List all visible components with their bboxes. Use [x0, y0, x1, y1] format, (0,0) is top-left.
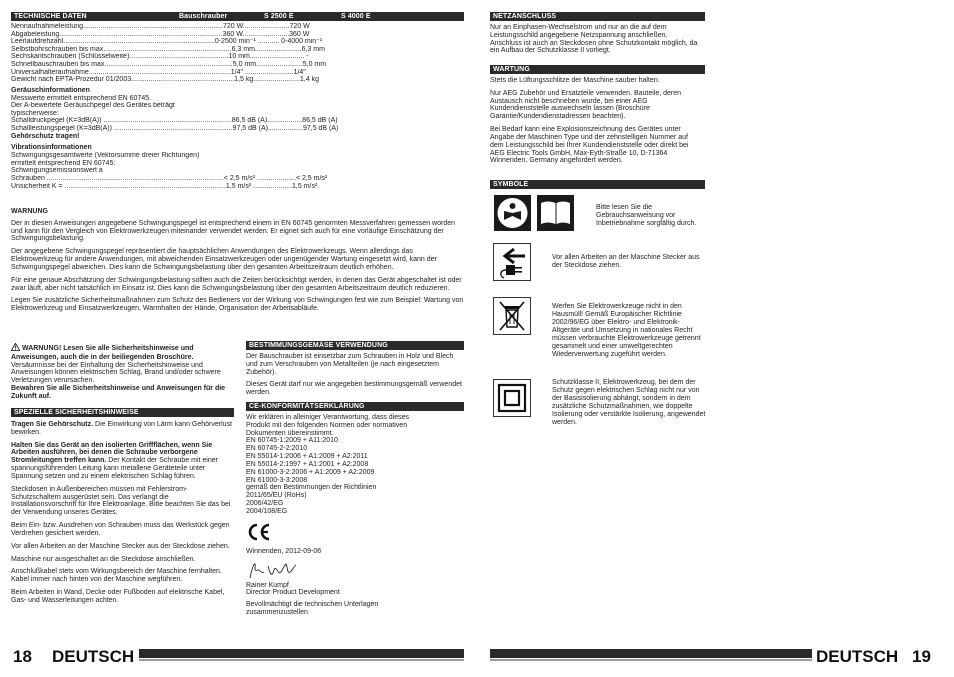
- safety-paragraph-bold: Tragen Sie Gehörschutz.: [11, 421, 94, 428]
- noise-rows: [11, 95, 383, 133]
- maintenance-header: WARTUNG: [490, 65, 705, 74]
- ce-line: EN 55014-1:2006 + A1:2009 + A2:2011: [246, 453, 368, 461]
- col-label-model: Bauschrauber: [179, 13, 228, 20]
- noise-row: Messwerte ermittelt entsprechend EN 60745.: [11, 94, 152, 102]
- safety-paragraph-text: Der Kontakt der Schraube mit einer spannungsführenden Leitung kann metallene Geräteteile unter Spannung setzen und zu einem elektrischen Schlag führen.: [11, 457, 218, 480]
- net-header: NETZANSCHLUSS: [490, 12, 705, 21]
- tech-data-row: Leerlaufdrehzahl..............................................................................0-2500 min⁻¹ ........... 0-4000 min⁻¹: [11, 38, 323, 46]
- tech-data-row: Sechskantschrauben (Schlüsselweite)...................................................10 mm............................ -: [11, 53, 309, 61]
- ce-section: [246, 402, 464, 617]
- warning-paragraphs: [11, 220, 464, 313]
- safety-paragraph-text: Maschine nur ausgeschaltet an die Steckdose anschließen.: [11, 555, 196, 563]
- warning-box-keep: Bewahren Sie alle Sicherheitshinweise und Anweisungen für die Zukunft auf.: [11, 385, 226, 400]
- tech-data-row: Selbstbohrschrauben bis max..................................................................6,3 mm........................6,3 mm: [11, 45, 325, 53]
- safety-paragraph-text: Vor allen Arbeiten an der Maschine Stecker aus der Steckdose ziehen.: [11, 542, 230, 550]
- safety-section: [11, 408, 234, 610]
- language-title-left: DEUTSCH: [52, 647, 135, 666]
- ce-line: Dokumenten übereinstimmt.: [246, 429, 334, 437]
- ce-line: 2006/42/EG: [246, 500, 284, 508]
- col-label-s2500: S 2500 E: [264, 13, 294, 20]
- language-title-right: DEUTSCH: [816, 647, 899, 666]
- noise-row: Schalldruckpegel (K=3dB(A)) ..................................................................86,5 dB (A)..................86,5 dB (A): [11, 117, 338, 125]
- vibration-row: ermittelt entsprechend EN 60745:: [11, 159, 116, 167]
- safety-paragraph-bold: Halten Sie das Gerät an den isolierten Griffflächen, wenn Sie Arbeiten ausführen, bei denen die Schraube verborgene Stromleitungen treffen kann.: [11, 441, 213, 465]
- safety-paragraph-text: Die Einwirkung von Lärm kann Gehörverlust bewirken.: [11, 421, 232, 436]
- tech-data-row: Gewicht nach EPTA-Prozedur 01/2003.....................................................1,5 kg........................1,4 kg: [11, 76, 319, 84]
- noise-heading: Geräuschinformationen: [11, 86, 90, 94]
- net-text: Nur an Einphasen-Wechselstrom und nur an die auf dem Leistungsschild angegebene Netzspannung anschließen. Anschluss ist auch an Steckdosen ohne Schutzkontakt möglich, da ein Aufbau der Schutzklasse II vorliegt.: [490, 24, 698, 55]
- safety-paragraph: [11, 568, 234, 584]
- maintenance-paragraph: Stets die Lüftungsschlitze der Maschine sauber halten.: [490, 77, 660, 84]
- ce-line: Produkt mit den folgenden Normen oder normativen: [246, 421, 408, 429]
- usage-paragraphs: [246, 353, 464, 397]
- maintenance-section: [490, 65, 705, 170]
- ce-line: gemäß den Bestimmungen der Richtlinien: [246, 484, 377, 492]
- page-number-right: 19: [912, 647, 931, 666]
- symbol-unplug: [493, 243, 705, 283]
- vibration-row: Unsicherheit K = ...................................................................................1,5 m/s² ....................1,5 m/s²: [11, 182, 318, 190]
- tech-data-row: Nennaufnahmeleistung........................................................................720 W........................720 W: [11, 23, 310, 30]
- right-footer: [490, 648, 944, 666]
- ce-line: 2004/108/EG: [246, 507, 288, 515]
- signer-title: Director Product Development: [246, 589, 340, 597]
- tech-data-row: Universalhalteraufnahme.........................................................................1/4" .........................1/4": [11, 68, 306, 76]
- signer-name: Rainer Kumpf: [246, 581, 289, 589]
- authorization-text: Bevollmächtigt die technischen Unterlagen zusammenzustellen: [246, 601, 379, 617]
- usage-section: [246, 341, 464, 402]
- signature-image: [246, 560, 464, 582]
- safety-paragraph: [11, 442, 234, 481]
- usage-header: BESTIMMUNGSGEMÄSE VERWENDUNG: [246, 341, 464, 350]
- safety-paragraphs: [11, 421, 234, 605]
- net-section: [490, 12, 705, 55]
- noise-row: Der A-bewertete Geräuschpegel des Gerätes beträgt: [11, 102, 175, 110]
- ce-lines: [246, 414, 464, 516]
- vibration-row: Schwingungsemissionswert a: [11, 167, 103, 175]
- ce-line: EN 60745-2-2:2010: [246, 445, 308, 453]
- symbol-protection-class: [493, 379, 705, 439]
- tech-data-section: [11, 12, 464, 190]
- safety-paragraph: [11, 522, 234, 538]
- warning-triangle-icon: [11, 343, 20, 354]
- hearing-protection-note: Gehörschutz tragen!: [11, 132, 80, 140]
- symbol-read-manual: [493, 194, 705, 234]
- warning-box-bold: WARNUNG! Lesen Sie alle Sicherheitshinweise und Anweisungen, auch die in der beiliegenden Broschüre.: [11, 345, 194, 361]
- ce-line: EN 60745-1:2009 + A11:2010: [246, 437, 338, 445]
- tech-data-title: TECHNISCHE DATEN: [14, 13, 87, 20]
- noise-row: Schallleistungspegel (K=3dB(A)) .............................................................97,5 dB (A)..................97,5 dB (A): [11, 124, 339, 132]
- warning-paragraph: Legen Sie zusätzliche Sicherheitsmaßnahmen zum Schutz des Bedieners vor der Wirkung von Schwingungen fest wie zum Beispiel: Wartung von Elektrowerkzeug und Einsatzwerkzeugen, Warmhalten der Hände, Organisation der Arbeitsabläufe.: [11, 297, 464, 313]
- symbol-weee: [493, 297, 705, 377]
- tech-data-rows: [11, 23, 383, 84]
- vibration-row: Schrauben ...........................................................................................< 2,5 m/s² ....................< 2,5 m/s²: [11, 174, 328, 182]
- usage-paragraph: Dieses Gerät darf nur wie angegeben bestimmungsgemäß verwendet werden.: [246, 381, 462, 397]
- safety-paragraph-text: Beim Ein- bzw. Ausdrehen von Schrauben muss das Werkstück gegen Verdrehen gesichert werden.: [11, 522, 230, 537]
- noise-row: typischerweise:: [11, 109, 59, 117]
- crossed-bin-icon: [493, 297, 531, 335]
- symbol-text-2: Vor allen Arbeiten an der Maschine Stecker aus der Steckdose ziehen.: [552, 254, 700, 270]
- col-label-s4000: S 4000 E: [341, 13, 371, 20]
- usage-paragraph: Der Bauschrauber ist einsetzbar zum Schrauben in Holz und Blech und zum Verschrauben von Metallteilen (je nach eingesetztem Zubehör).: [246, 353, 454, 376]
- warning-box-text: Versäumnisse bei der Einhaltung der Sicherheitshinweise und Anweisungen können elektrischen Schlag, Brand und/oder schwere Verletzungen verursachen.: [11, 361, 221, 385]
- ce-line: EN 61000-3-3:2008: [246, 476, 308, 484]
- ce-mark-icon: [246, 522, 464, 544]
- safety-paragraph-text: Beim Arbeiten in Wand, Decke oder Fußboden auf elektrische Kabel, Gas- und Wasserleitungen achten.: [11, 589, 225, 604]
- safety-paragraph: [11, 543, 234, 551]
- warning-heading: WARNUNG: [11, 208, 48, 215]
- tech-data-row: Schnellbauschrauben bis max..................................................................5,0 mm........................5,0 mm: [11, 60, 327, 68]
- tech-data-header: [11, 12, 464, 21]
- symbol-text-4: Schutzklasse II, Elektrowerkzeug, bei dem der Schutz gegen elektrischen Schlag nicht nur von der Basisisolierung abhängt, sondern in dem zusätzliche Schutzmaßnahmen, wie doppelte Isolierung oder verstärkte Isolierung, angewendet werden.: [552, 379, 706, 427]
- vibration-heading: Vibrationsinformationen: [11, 144, 92, 152]
- safety-paragraph: [11, 421, 234, 437]
- read-manual-icon: [493, 194, 576, 235]
- unplug-icon: [493, 243, 531, 281]
- safety-paragraph: [11, 589, 234, 605]
- safety-header: SPEZIELLE SICHERHEITSHINWEISE: [11, 408, 234, 417]
- safety-paragraph-text: Anschlußkabel stets vom Wirkungsbereich der Maschine fernhalten. Kabel immer nach hinten von der Maschine wegführen.: [11, 568, 222, 584]
- ce-line: Wir erklären in alleiniger Verantwortung, dass dieses: [246, 414, 410, 421]
- ce-line: EN 55014-2:1997 + A1:2001 + A2:2008: [246, 460, 369, 468]
- warning-paragraph: Für eine genaue Abschätzung der Schwingungsbelastung sollten auch die Zeiten berücksichtigt werden, in denen das Gerät abgeschaltet ist oder zwar läuft, aber nicht tatsächlich im Einsatz ist. Dies kann die Schwingungsbelastung über den gesamten Arbeitszeitraum deutlich reduzieren.: [11, 276, 462, 292]
- ce-header: CE-KONFORMITÄTSERKLÄRUNG: [246, 402, 464, 411]
- protection-class-ii-icon: [493, 379, 531, 417]
- symbols-header: SYMBOLE: [490, 180, 705, 189]
- maintenance-paragraph: Bei Bedarf kann eine Explosionszeichnung des Gerätes unter Angabe der Maschinen Type und der zehnstelligen Nummer auf dem Leistungsschild bei Ihrer Kundendienststelle oder direkt bei AEG Electric Tools GmbH, Max-Eyth-Straße 10, D-71364 Winnenden, Germany angefordert werden.: [490, 126, 689, 165]
- symbol-text-3: Werfen Sie Elektrowerkzeuge nicht in den Hausmüll! Gemäß Europäischer Richtlinie 2002/96/EG über Elektro- und Elektronik-Altgeräte und Umsetzung in nationales Recht müssen verbrauchte Elektrowerkzeuge getrennt gesammelt und einer umweltgerechten Wiederverwertung zugeführt werden.: [552, 303, 701, 359]
- symbols-section: [490, 180, 705, 440]
- ce-line: EN 61000-3-2:2006 + A1:2009 + A2:2009: [246, 468, 375, 476]
- warning-paragraph: Der in diesen Anweisungen angegebene Schwingungspegel ist entsprechend einem in EN 60745 genormten Messverfahren gemessen worden und kann für den Vergleich von Elektrowerkzeugen miteinander verwendet werden. Er eignet sich auch für eine vorläufige Einschätzung der Schwingungsbelastung.: [11, 219, 456, 243]
- maintenance-paragraph: Nur AEG Zubehör und Ersatzteile verwenden. Bauteile, deren Austausch nicht beschrieben wurde, bei einer AEG Kundendienststelle auswechseln lassen (Broschüre Garantie/Kundendienstadressen beachten).: [490, 89, 682, 121]
- warning-paragraph: Der angegebene Schwingungspegel repräsentiert die hauptsächlichen Anwendungen des Elektrowerkzeugs. Wenn allerdings das Elektrowerkzeug für andere Anwendungen, mit abweichenden Einsatzwerkzeugen oder ungenügender Wartung eingesetzt wird, kann der Schwingungspegel abweichen. Dies kann die Schwingungsbelastung über den gesamten Arbeitszeitraum deutlich erhöhen.: [11, 248, 437, 271]
- left-footer: [11, 648, 464, 666]
- general-warning-box: [11, 343, 234, 401]
- safety-paragraph: [11, 486, 234, 517]
- maintenance-paragraphs: [490, 77, 702, 165]
- safety-paragraph-text: Steckdosen in Außenbereichen müssen mit Fehlerstrom-Schutzschaltern ausgerüstet sein. Das verlangt die Installationsvorschrift für Ihre Elektroanlage. Bitte beachten Sie das bei der Verwendung unseres Gerätes.: [11, 485, 231, 517]
- vibration-rows: [11, 152, 383, 190]
- tech-data-row: Abgabeleistung....................................................................................360 W........................360 W: [11, 30, 310, 38]
- symbol-text-1: Bitte lesen Sie die Gebrauchsanweisung vor Inbetriebnahme sorgfältig durch.: [596, 204, 697, 228]
- page-number-left: 18: [13, 647, 32, 666]
- ce-line: 2011/65/EU (RoHs): [246, 492, 307, 500]
- warning-section: [11, 208, 464, 318]
- vibration-row: Schwingungsgesamtwerte (Vektorsumme dreier Richtungen): [11, 152, 200, 160]
- place-date: Winnenden, 2012-09-06: [246, 547, 322, 555]
- safety-paragraph: [11, 556, 234, 564]
